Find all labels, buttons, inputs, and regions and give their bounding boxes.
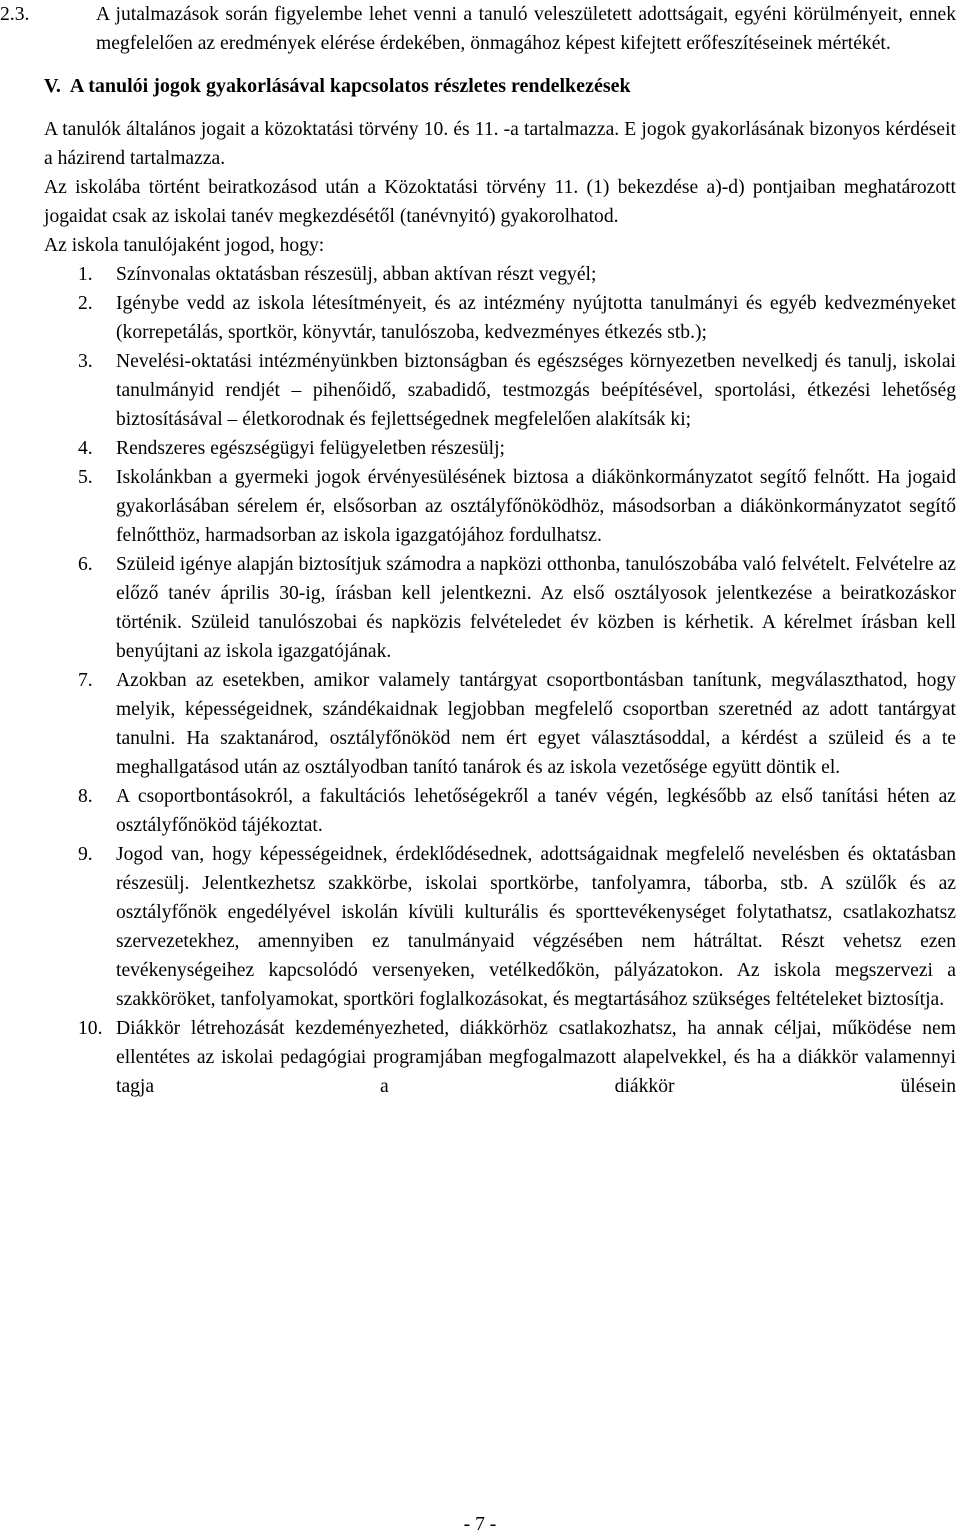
list-item (44, 840, 956, 1014)
list-item (44, 1014, 956, 1101)
section-v-title: A tanulói jogok gyakorlásával kapcsolatos részletes rendelkezések (69, 75, 631, 97)
paragraph-general-rights: A tanulók általános jogait a közoktatási törvény 10. és 11. -a tartalmazza. E jogok gyakorlásának bizonyos kérdéseit a házirend tartalmazza. (44, 119, 956, 169)
page-footer (0, 1512, 960, 1538)
list-item-text: Szüleid igénye alapján biztosítjuk számodra a napközi otthonba, tanulószobába való felvételt. Felvételre az előző tanév április 30-ig, írásban kell jelentkezni. Az első osztályosok jelentkezése a beiratkozáskor történik. Szüleid tanulószobai és napközis felvételedet év közben is kérhetik. A kérelmet írásban kell benyújtani az iskola igazgatójának. (116, 554, 956, 662)
list-item-text: Diákkör létrehozását kezdeményezheted, diákkörhöz csatlakozhatsz, ha annak céljai, működése nem ellentétes az iskolai pedagógiai programjában megfogalmazott alapelvekkel, és ha a diákkör valamennyi tagja a diákkör ülésein (116, 1018, 956, 1097)
section-2-3-number: 2.3. (0, 4, 30, 25)
rights-list (44, 260, 956, 1101)
list-item (44, 463, 956, 550)
list-item (44, 260, 956, 289)
list-item-text: Színvonalas oktatásban részesülj, abban aktívan részt vegyél; (116, 264, 597, 285)
list-item-text: Jogod van, hogy képességeidnek, érdeklődésednek, adottságaidnak megfelelő nevelésben és oktatásban részesülj. Jelentkezhetsz szakkörbe, iskolai sportkörbe, tanfolyamra, táborba, stb. A szülők és az osztályfőnök engedélyével iskolán kívüli kulturális és sporttevékenységet folytathatsz, csatlakozhatsz szervezetekhez, amennyiben ez tanulmányaid végzésében nem hátráltat. Részt vehetsz ezen tevékenységeihez kapcsolódó versenyeken, vetélkedőkön, pályázatokon. Az iskola megszervezi a szakköröket, tanfolyamokat, sportköri foglalkozásokat, és megtartásához szükséges feltételeket biztosítja. (116, 844, 956, 1010)
section-v-heading (44, 72, 956, 101)
section-v-number: V. (44, 75, 61, 97)
list-item-number: 5. (78, 467, 93, 488)
list-item-number: 1. (78, 264, 93, 285)
list-item (44, 782, 956, 840)
list-item-text: A csoportbontásokról, a fakultációs lehetőségekről a tanév végén, legkésőbb az első tanítási héten az osztályfőnököd tájékoztat. (116, 786, 956, 836)
list-item-number: 4. (78, 438, 93, 459)
list-item-text: Iskolánkban a gyermeki jogok érvényesülésének biztosa a diákönkormányzatot segítő felnőtt. Ha jogaid gyakorlásában sérelem ér, elsősorban az osztályfőnöködhöz, másodsorban a diákönkormányzatot segítő felnőtthöz, harmadsorban az iskola igazgatójához fordulhatsz. (116, 467, 956, 546)
list-item-text: Azokban az esetekben, amikor valamely tantárgyat csoportbontásban tanítunk, megválaszthatod, hogy melyik, képességeidnek, szándékaidnak legjobban megfelelő csoportban szeretnéd az adott tantárgyat tanulni. Ha szaktanárod, osztályfőnököd nem ért egyet választásoddal, a kérdést a szüleid és a te meghallgatásod után az osztályodban tanító tanárok és az iskola vezetősége együtt döntik el. (116, 670, 956, 778)
list-item-number: 10. (78, 1018, 103, 1039)
list-item (44, 434, 956, 463)
list-item-number: 8. (78, 786, 93, 807)
page-number: - 7 - (463, 1514, 497, 1535)
list-item (44, 347, 956, 434)
paragraph-enrollment: Az iskolába történt beiratkozásod után a Közoktatási törvény 11. (1) bekezdése a)-d) pontjaiban meghatározott jogaidat csak az iskolai tanév megkezdésétől (tanévnyitó) gyakorolhatod. (44, 177, 956, 227)
list-item (44, 666, 956, 782)
list-item-number: 3. (78, 351, 93, 372)
section-2-3-text: A jutalmazások során figyelembe lehet venni a tanuló veleszületett adottságait, egyéni körülményeit, ennek megfelelően az eredmények elérése érdekében, önmagához képest kifejtett erőfeszítéseinek mértékét. (96, 4, 956, 54)
list-item-text: Nevelési-oktatási intézményünkben biztonságban és egészséges környezetben nevelkedj és tanulj, iskolai tanulmányid rendjét – pihenőidő, szabadidő, testmozgás beépítésével, sportolási, étkezési lehetőség biztosításával – életkorodnak és fejlettségednek megfelelően alakítsák ki; (116, 351, 956, 430)
list-item-text: Rendszeres egészségügyi felügyeletben részesülj; (116, 438, 506, 459)
list-item-text: Igénybe vedd az iskola létesítményeit, és az intézmény nyújtotta tanulmányi és egyéb kedvezményeket (korrepetálás, sportkör, könyvtár, tanulószoba, kedvezményes étkezés stb.); (116, 293, 956, 343)
list-item-number: 7. (78, 670, 93, 691)
list-item-number: 9. (78, 844, 93, 865)
list-item (44, 289, 956, 347)
list-item (44, 550, 956, 666)
list-item-number: 2. (78, 293, 93, 314)
list-item-number: 6. (78, 554, 93, 575)
rights-list-intro: Az iskola tanulójaként jogod, hogy: (44, 235, 325, 256)
section-2-3 (0, 0, 956, 58)
